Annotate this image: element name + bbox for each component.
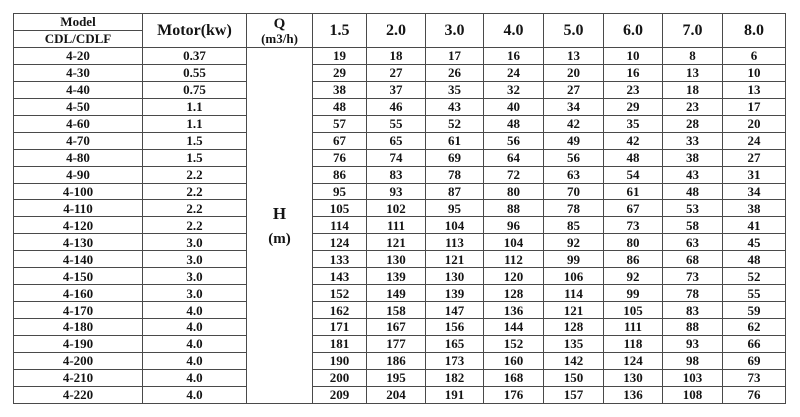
head-value-cell: 57 [313,115,367,132]
head-value-cell: 67 [604,200,663,217]
motor-cell: 4.0 [143,386,247,403]
head-value-cell: 17 [723,98,786,115]
flow-col-5.0: 5.0 [544,14,604,48]
head-value-cell: 69 [723,352,786,369]
flow-unit: (m3/h) [261,30,298,46]
motor-header: Motor(kw) [143,14,247,48]
head-value-cell: 130 [367,251,426,268]
head-value-cell: 191 [426,386,484,403]
table-row [14,98,786,115]
head-value-cell: 20 [723,115,786,132]
head-value-cell: 182 [426,369,484,386]
head-value-cell: 204 [367,386,426,403]
head-value-cell: 83 [367,166,426,183]
head-value-cell: 18 [367,48,426,65]
head-value-cell: 92 [544,234,604,251]
head-value-cell: 35 [426,81,484,98]
motor-cell: 1.1 [143,98,247,115]
head-value-cell: 78 [426,166,484,183]
head-value-cell: 48 [484,115,544,132]
head-value-cell: 124 [604,352,663,369]
motor-cell: 4.0 [143,335,247,352]
table-row [14,48,786,65]
head-value-cell: 64 [484,149,544,166]
table-row [14,386,786,403]
head-value-cell: 76 [313,149,367,166]
table-row [14,285,786,302]
motor-cell: 1.1 [143,115,247,132]
table-row [14,369,786,386]
head-value-cell: 6 [723,48,786,65]
model-cell: 4-100 [14,183,143,200]
head-value-cell: 139 [426,285,484,302]
model-cell: 4-160 [14,285,143,302]
head-value-cell: 150 [544,369,604,386]
motor-cell: 3.0 [143,268,247,285]
head-value-cell: 86 [604,251,663,268]
head-value-cell: 65 [367,132,426,149]
head-value-cell: 113 [426,234,484,251]
head-value-cell: 86 [313,166,367,183]
head-value-cell: 80 [484,183,544,200]
model-cell: 4-110 [14,200,143,217]
table-row [14,335,786,352]
head-value-cell: 106 [544,268,604,285]
head-value-cell: 152 [313,285,367,302]
head-value-cell: 63 [544,166,604,183]
flow-col-8.0: 8.0 [723,14,786,48]
head-value-cell: 78 [663,285,723,302]
head-value-cell: 52 [426,115,484,132]
head-value-cell: 128 [544,319,604,336]
table-row [14,319,786,336]
head-value-cell: 48 [663,183,723,200]
model-cell: 4-20 [14,48,143,65]
head-value-cell: 43 [663,166,723,183]
head-value-cell: 142 [544,352,604,369]
flow-header [247,14,313,48]
model-header: Model [14,14,143,31]
head-value-cell: 80 [604,234,663,251]
head-value-cell: 68 [663,251,723,268]
table-header [14,14,786,48]
head-value-cell: 58 [663,217,723,234]
head-value-cell: 157 [544,386,604,403]
head-value-cell: 114 [544,285,604,302]
head-value-cell: 35 [604,115,663,132]
flow-col-1.5: 1.5 [313,14,367,48]
head-value-cell: 31 [723,166,786,183]
head-value-cell: 177 [367,335,426,352]
table-row [14,81,786,98]
model-cell: 4-140 [14,251,143,268]
head-value-cell: 37 [367,81,426,98]
head-value-cell: 23 [663,98,723,115]
motor-cell: 2.2 [143,166,247,183]
flow-col-6.0: 6.0 [604,14,663,48]
head-value-cell: 27 [367,64,426,81]
head-value-cell: 209 [313,386,367,403]
head-value-cell: 144 [484,319,544,336]
model-cell: 4-40 [14,81,143,98]
head-value-cell: 99 [544,251,604,268]
head-value-cell: 96 [484,217,544,234]
pump-performance-table [13,13,786,404]
head-value-cell: 176 [484,386,544,403]
head-value-cell: 10 [723,64,786,81]
head-value-cell: 186 [367,352,426,369]
flow-col-4.0: 4.0 [484,14,544,48]
head-value-cell: 121 [367,234,426,251]
head-value-cell: 27 [544,81,604,98]
table-row [14,166,786,183]
head-value-cell: 190 [313,352,367,369]
head-value-cell: 171 [313,319,367,336]
head-value-cell: 43 [426,98,484,115]
head-value-cell: 27 [723,149,786,166]
head-value-cell: 52 [723,268,786,285]
head-value-cell: 45 [723,234,786,251]
model-cell: 4-90 [14,166,143,183]
table-row [14,183,786,200]
head-value-cell: 111 [367,217,426,234]
head-value-cell: 149 [367,285,426,302]
flow-col-2.0: 2.0 [367,14,426,48]
motor-cell: 2.2 [143,200,247,217]
head-value-cell: 23 [604,81,663,98]
head-value-cell: 108 [663,386,723,403]
table-row [14,64,786,81]
table-body [14,48,786,404]
table-row [14,149,786,166]
motor-cell: 3.0 [143,234,247,251]
head-value-cell: 128 [484,285,544,302]
head-value-cell: 26 [426,64,484,81]
model-cell: 4-180 [14,319,143,336]
motor-cell: 0.37 [143,48,247,65]
head-value-cell: 143 [313,268,367,285]
head-value-cell: 118 [604,335,663,352]
head-value-cell: 78 [544,200,604,217]
head-value-cell: 53 [663,200,723,217]
motor-cell: 4.0 [143,319,247,336]
head-value-cell: 120 [484,268,544,285]
head-value-cell: 8 [663,48,723,65]
head-value-cell: 124 [313,234,367,251]
model-cell: 4-60 [14,115,143,132]
head-value-cell: 99 [604,285,663,302]
head-value-cell: 24 [484,64,544,81]
head-value-cell: 29 [604,98,663,115]
head-value-cell: 70 [544,183,604,200]
head-value-cell: 87 [426,183,484,200]
head-value-cell: 73 [663,268,723,285]
motor-cell: 2.2 [143,217,247,234]
model-cell: 4-190 [14,335,143,352]
flow-symbol: Q [273,15,286,32]
head-value-cell: 56 [544,149,604,166]
head-value-cell: 41 [723,217,786,234]
flow-col-7.0: 7.0 [663,14,723,48]
head-value-cell: 56 [484,132,544,149]
head-value-cell: 34 [723,183,786,200]
table-row [14,200,786,217]
head-symbol: H [272,203,287,223]
head-value-cell: 103 [663,369,723,386]
table-row [14,302,786,319]
motor-cell: 0.75 [143,81,247,98]
motor-cell: 2.2 [143,183,247,200]
head-value-cell: 33 [663,132,723,149]
model-cell: 4-70 [14,132,143,149]
model-cell: 4-30 [14,64,143,81]
model-series-header: CDL/CDLF [14,31,143,48]
table-row [14,234,786,251]
head-value-cell: 63 [663,234,723,251]
model-cell: 4-80 [14,149,143,166]
head-value-cell: 74 [367,149,426,166]
head-value-cell: 105 [313,200,367,217]
head-value-cell: 112 [484,251,544,268]
model-cell: 4-210 [14,369,143,386]
head-value-cell: 200 [313,369,367,386]
head-value-cell: 105 [604,302,663,319]
head-value-cell: 72 [484,166,544,183]
head-value-cell: 34 [544,98,604,115]
head-value-cell: 136 [484,302,544,319]
head-value-cell: 61 [426,132,484,149]
head-value-cell: 40 [484,98,544,115]
head-value-cell: 130 [426,268,484,285]
head-value-cell: 13 [544,48,604,65]
model-cell: 4-120 [14,217,143,234]
head-value-cell: 18 [663,81,723,98]
motor-cell: 4.0 [143,302,247,319]
head-value-cell: 98 [663,352,723,369]
motor-cell: 3.0 [143,251,247,268]
head-value-cell: 42 [604,132,663,149]
head-value-cell: 104 [484,234,544,251]
head-value-cell: 38 [663,149,723,166]
head-value-cell: 54 [604,166,663,183]
head-value-cell: 42 [544,115,604,132]
head-value-cell: 48 [313,98,367,115]
model-cell: 4-50 [14,98,143,115]
head-value-cell: 17 [426,48,484,65]
head-value-cell: 152 [484,335,544,352]
head-value-cell: 20 [544,64,604,81]
head-value-cell: 136 [604,386,663,403]
head-value-cell: 88 [663,319,723,336]
head-value-cell: 92 [604,268,663,285]
table-row [14,268,786,285]
head-value-cell: 121 [544,302,604,319]
motor-cell: 4.0 [143,369,247,386]
head-value-cell: 93 [663,335,723,352]
header-row-top [14,14,786,31]
head-value-cell: 135 [544,335,604,352]
motor-cell: 0.55 [143,64,247,81]
head-value-cell: 61 [604,183,663,200]
head-value-cell: 162 [313,302,367,319]
head-value-cell: 59 [723,302,786,319]
head-value-cell: 24 [723,132,786,149]
motor-cell: 1.5 [143,149,247,166]
head-value-cell: 13 [723,81,786,98]
head-value-cell: 29 [313,64,367,81]
head-value-cell: 66 [723,335,786,352]
flow-col-3.0: 3.0 [426,14,484,48]
head-value-cell: 102 [367,200,426,217]
head-value-cell: 48 [723,251,786,268]
head-value-cell: 69 [426,149,484,166]
head-value-cell: 104 [426,217,484,234]
head-value-cell: 38 [313,81,367,98]
head-value-cell: 76 [723,386,786,403]
head-value-cell: 160 [484,352,544,369]
head-value-cell: 165 [426,335,484,352]
table-row [14,352,786,369]
head-value-cell: 49 [544,132,604,149]
head-value-cell: 10 [604,48,663,65]
head-value-cell: 16 [484,48,544,65]
head-value-cell: 28 [663,115,723,132]
head-value-cell: 195 [367,369,426,386]
head-value-cell: 19 [313,48,367,65]
head-value-cell: 73 [723,369,786,386]
head-value-cell: 55 [367,115,426,132]
head-value-cell: 32 [484,81,544,98]
head-value-cell: 95 [313,183,367,200]
head-value-cell: 167 [367,319,426,336]
head-value-cell: 46 [367,98,426,115]
head-value-cell: 114 [313,217,367,234]
head-value-cell: 67 [313,132,367,149]
head-value-cell: 38 [723,200,786,217]
head-value-cell: 95 [426,200,484,217]
head-value-cell: 130 [604,369,663,386]
head-value-cell: 158 [367,302,426,319]
head-value-cell: 147 [426,302,484,319]
head-value-cell: 168 [484,369,544,386]
head-value-cell: 173 [426,352,484,369]
head-value-cell: 88 [484,200,544,217]
table-row [14,217,786,234]
model-cell: 4-170 [14,302,143,319]
head-value-cell: 73 [604,217,663,234]
head-value-cell: 83 [663,302,723,319]
head-value-cell: 55 [723,285,786,302]
head-value-cell: 93 [367,183,426,200]
motor-cell: 3.0 [143,285,247,302]
head-value-cell: 133 [313,251,367,268]
head-value-cell: 16 [604,64,663,81]
head-value-cell: 48 [604,149,663,166]
table-row [14,132,786,149]
model-cell: 4-130 [14,234,143,251]
head-value-cell: 62 [723,319,786,336]
model-cell: 4-150 [14,268,143,285]
motor-cell: 1.5 [143,132,247,149]
head-value-cell: 139 [367,268,426,285]
head-value-cell: 85 [544,217,604,234]
head-value-cell: 111 [604,319,663,336]
head-unit-cell [247,48,313,404]
motor-cell: 4.0 [143,352,247,369]
table-row [14,115,786,132]
head-value-cell: 156 [426,319,484,336]
model-cell: 4-220 [14,386,143,403]
head-value-cell: 13 [663,64,723,81]
head-value-cell: 181 [313,335,367,352]
head-value-cell: 121 [426,251,484,268]
head-unit: (m) [268,230,291,247]
model-cell: 4-200 [14,352,143,369]
table-row [14,251,786,268]
